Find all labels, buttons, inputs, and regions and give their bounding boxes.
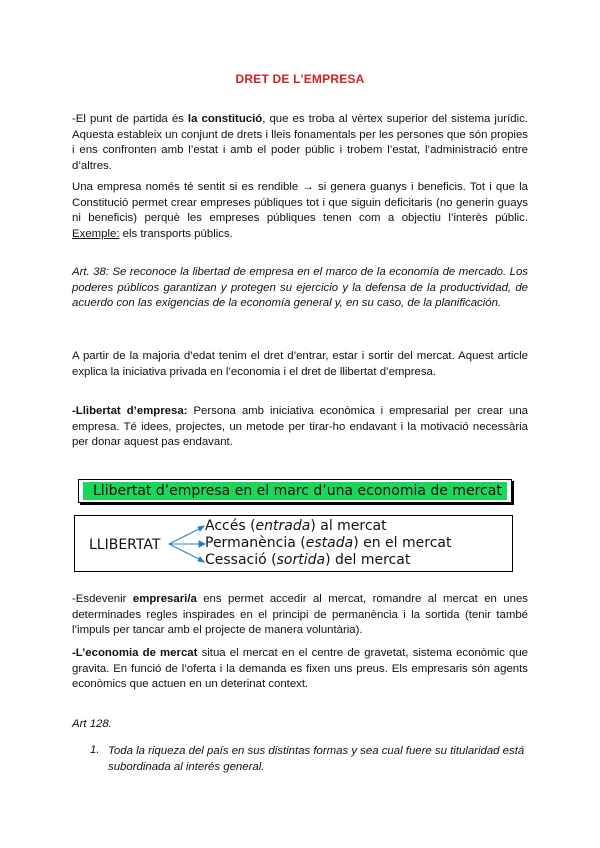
paragraph-llibertat-empresa bbox=[72, 404, 528, 451]
p1-post: , que es troba al vèrtex superior del sistema jurídic. Aquesta estableix un conjunt de drets i lleis fonamentals per les persones que són propies i ens confronten amb l’estat i amb el poder públic i trobem l’estat, l’administració entre d’altres. bbox=[72, 113, 528, 172]
p7-post: situa el mercat en el centre de gravetat, sistema econòmic que gravita. En funció de l’oferta i la demanda es fixen uns preus. Els empresaris són agents econòmics que actuen en un deterinat context. bbox=[72, 647, 528, 691]
banner-text: Llibertat d’empresa en el marc d’una economia de mercat bbox=[93, 483, 502, 499]
p2-underline: Exemple: bbox=[72, 227, 120, 240]
diagram-item-cessacio bbox=[205, 552, 410, 568]
p6-bold: empresari/a bbox=[132, 593, 197, 605]
paragraph-majoria-edat: A partir de la majoria d’edat tenim el dret d’entrar, estar i sortir del mercat. Aquest article explica la iniciativa privada en l’economia i el dret de llibertat d’empresa. bbox=[72, 350, 528, 378]
p6-post: ens permet accedir al mercat, romandre al mercat en unes determinades regles inspirades en el principi de permanència i la sortida (tenir també l’impuls per tancar amb el projecte de manera voluntària). bbox=[72, 593, 528, 637]
paragraph-empresa-rendible bbox=[72, 180, 528, 242]
p1-bold: la constitució bbox=[187, 113, 263, 125]
art-128-heading: Art 128. bbox=[72, 718, 112, 730]
item-italic: sortida bbox=[276, 552, 326, 568]
p5-post: Persona amb iniciativa econòmica i empresarial per crear una empresa. Té idees, projectes, un metode per tirar-ho endavant i la motivació necessària per donar aquest pas endavant. bbox=[72, 405, 529, 449]
paragraph-art-38: Art. 38: Se reconoce la libertad de empresa en el marco de la economía de mercado. Los poderes públicos garantizan y protegen su ejercicio y la defensa de la productividad, de acuerdo con las exigencias de la economía general y, en su caso, de la planificación. bbox=[72, 266, 528, 310]
item-italic: entrada bbox=[255, 518, 311, 534]
p6-pre: -Esdevenir bbox=[72, 593, 133, 605]
item-suffix: ) del mercat bbox=[325, 552, 411, 568]
paragraph-constitucio bbox=[72, 112, 528, 174]
paragraph-empresari bbox=[72, 592, 528, 639]
diagram-item-permanencia bbox=[205, 535, 451, 551]
diagram-item-acces bbox=[205, 518, 387, 534]
diagram-root-label: LLIBERTAT bbox=[89, 537, 161, 553]
branch-arrows-icon bbox=[167, 516, 207, 571]
banner-highlight bbox=[83, 482, 507, 500]
list-item-text: Toda la riqueza del país en sus distintas formas y sea cual fuere su titularidad está subordinada al interés general. bbox=[108, 745, 525, 773]
item-prefix: Cessació ( bbox=[205, 552, 277, 568]
list-number: 1. bbox=[90, 744, 100, 756]
p2-post: els transports públics. bbox=[119, 227, 233, 240]
item-prefix: Accés ( bbox=[205, 518, 256, 534]
p7-bold: -L’economia de mercat bbox=[72, 647, 198, 659]
llibertat-diagram bbox=[74, 515, 513, 572]
document-title: DRET DE L'EMPRESA bbox=[235, 72, 365, 86]
p2-text: Una empresa només té sentit si es rendible → si genera guanys i beneficis. Tot i que la Constitució permet crear empreses públiques tot i que siguin deficitaris (no generin guays ni beneficis) perquè les empreses públiques tenen com a objectiu l’interès públic. bbox=[72, 181, 528, 225]
item-prefix: Permanència ( bbox=[205, 535, 306, 551]
item-suffix: ) en el mercat bbox=[353, 535, 452, 551]
banner-box bbox=[78, 479, 512, 503]
p5-bold: -Llibertat d’empresa: bbox=[72, 405, 188, 417]
item-suffix: ) al mercat bbox=[310, 518, 387, 534]
paragraph-economia-mercat bbox=[72, 646, 528, 693]
item-italic: estada bbox=[305, 535, 354, 551]
p1-pre: -El punt de partida és bbox=[72, 113, 188, 125]
